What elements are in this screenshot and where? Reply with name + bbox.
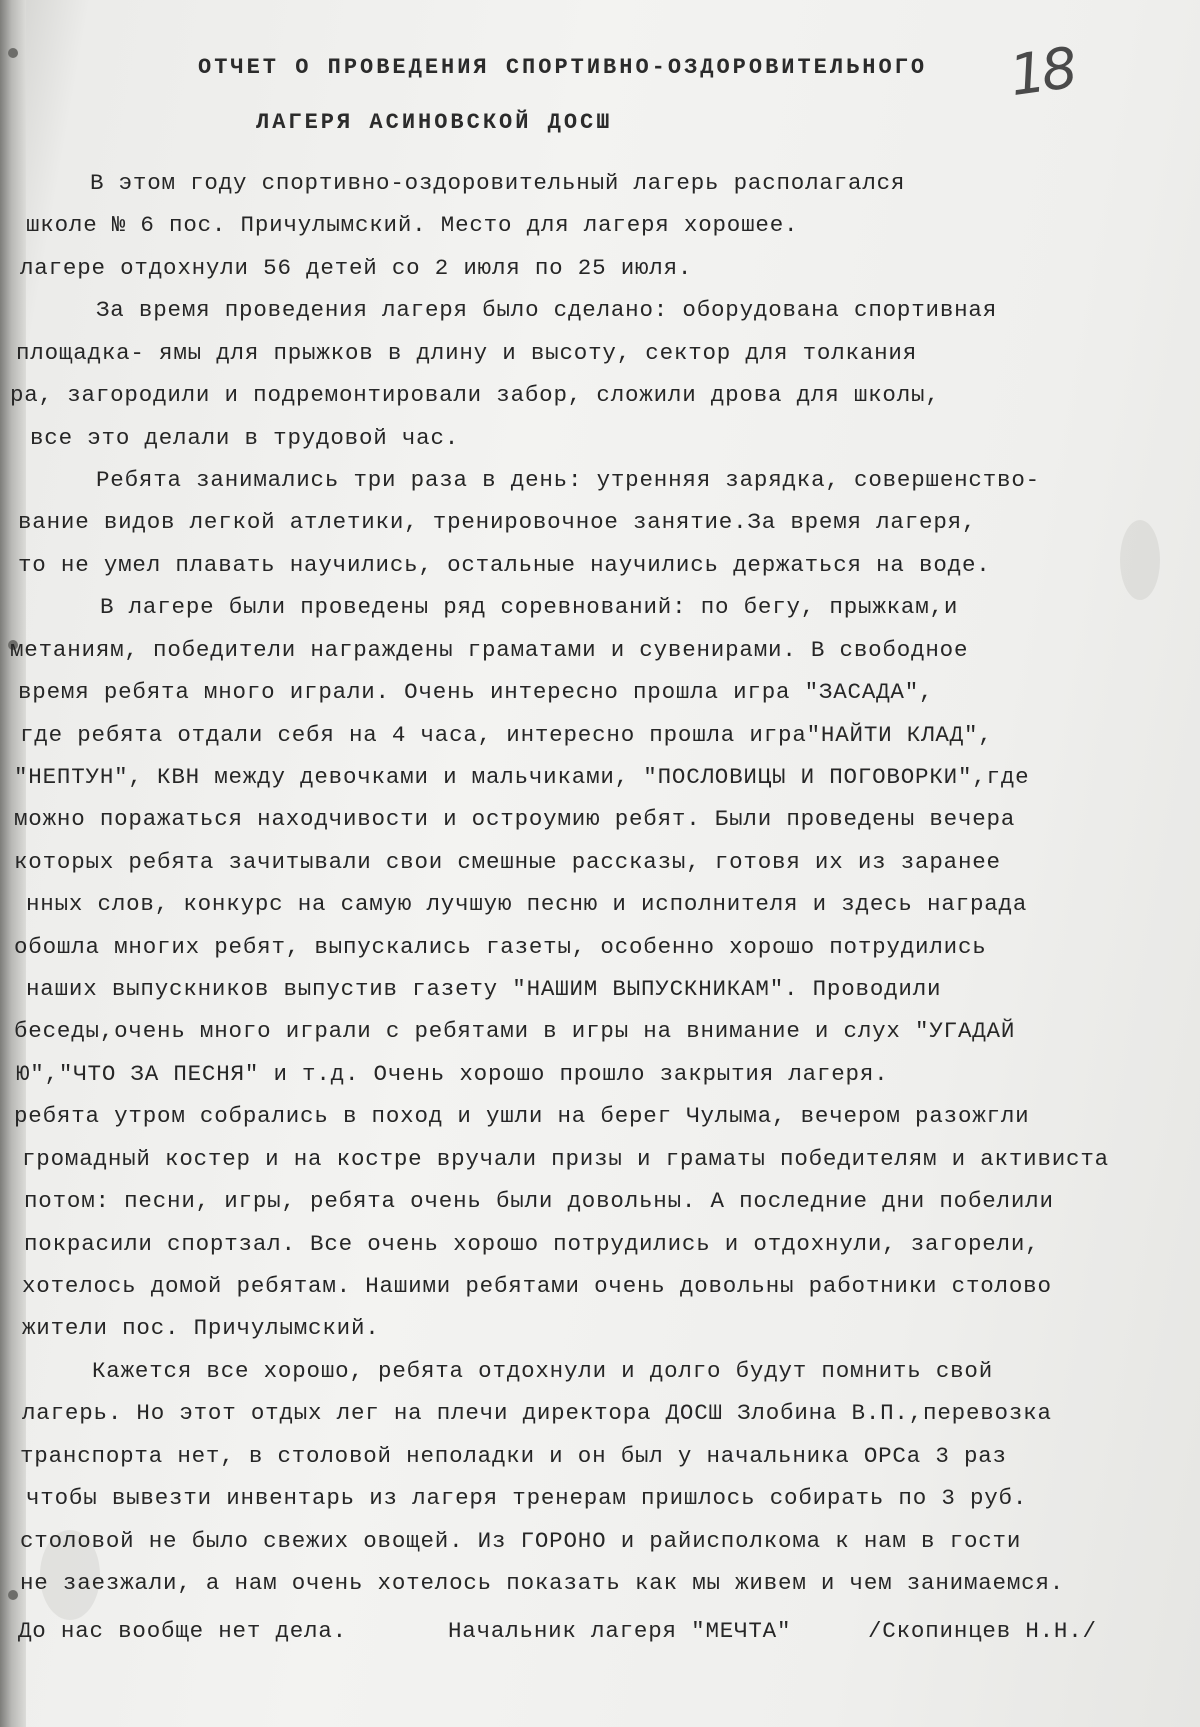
handwritten-page-number: 18	[1005, 35, 1078, 110]
body-line: покрасили спортзал. Все очень хорошо потрудились и отдохнули, загорели,	[24, 1231, 1040, 1257]
body-line: потом: песни, игры, ребята очень были довольны. А последние дни побелили	[24, 1188, 1054, 1214]
body-line: чтобы вывезти инвентарь из лагеря тренерам пришлось собирать по 3 руб.	[26, 1485, 1028, 1511]
body-line: вание видов легкой атлетики, тренировочное занятие.За время лагеря,	[18, 509, 977, 535]
body-line: площадка- ямы для прыжков в длину и высоту, сектор для толкания	[16, 340, 918, 366]
body-line: лагере отдохнули 56 детей со 2 июля по 25 июля.	[20, 255, 693, 281]
body-line: столовой не было свежих овощей. Из ГОРОНО и райисполкома к нам в гости	[20, 1528, 1022, 1554]
body-line: все это делали в трудовой час.	[30, 425, 460, 451]
body-line: За время проведения лагеря было сделано: оборудована спортивная	[96, 297, 998, 323]
body-line: можно поражаться находчивости и остроумию ребят. Были проведены вечера	[14, 806, 1016, 832]
body-line: которых ребята зачитывали свои смешные рассказы, готовя их из заранее	[14, 849, 1001, 875]
signatory-position: Начальник лагеря "МЕЧТА"	[448, 1618, 792, 1644]
body-line: не заезжали, а нам очень хотелось показать как мы живем и чем занимаемся.	[20, 1570, 1065, 1596]
body-line: лагерь. Но этот отдых лег на плечи директора ДОСШ Злобина В.П.,перевозка	[22, 1400, 1052, 1426]
body-line: время ребята много играли. Очень интересно прошла игра "ЗАСАДА",	[18, 679, 934, 705]
body-line: Кажется все хорошо, ребята отдохнули и долго будут помнить свой	[92, 1358, 994, 1384]
body-line: "НЕПТУН", КВН между девочками и мальчиками, "ПОСЛОВИЦЫ И ПОГОВОРКИ",где	[14, 764, 1030, 790]
body-line: хотелось домой ребятам. Нашими ребятами очень довольны работники столово	[22, 1273, 1052, 1299]
body-line: ра, загородили и подремонтировали забор, сложили дрова для школы,	[10, 382, 940, 408]
body-line: нных слов, конкурс на самую лучшую песню и исполнителя и здесь награда	[26, 891, 1028, 917]
closing-remark: До нас вообще нет дела.	[18, 1618, 347, 1644]
body-line: Ю","ЧТО ЗА ПЕСНЯ" и т.д. Очень хорошо прошло закрытия лагеря.	[16, 1061, 889, 1087]
body-line: школе № 6 пос. Причулымский. Место для лагеря хорошее.	[26, 212, 799, 238]
body-line: беседы,очень много играли с ребятами в игры на внимание и слух "УГАДАЙ	[14, 1018, 1016, 1044]
body-line: громадный костер и на костре вручали призы и граматы победителям и активиста	[22, 1146, 1109, 1172]
body-line: Ребята занимались три раза в день: утренняя зарядка, совершенство-	[96, 467, 1040, 493]
body-line: жители пос. Причулымский.	[22, 1315, 380, 1341]
body-line: ребята утром собрались в поход и ушли на берег Чулыма, вечером разожгли	[14, 1103, 1030, 1129]
body-line: В лагере были проведены ряд соревнований: по бегу, прыжкам,и	[100, 594, 959, 620]
body-line: В этом году спортивно-оздоровительный лагерь располагался	[90, 170, 906, 196]
body-line: транспорта нет, в столовой неполадки и он был у начальника ОРСа 3 раз	[20, 1443, 1007, 1469]
document-title-line-2: ЛАГЕРЯ АСИНОВСКОЙ ДОСШ	[256, 110, 613, 135]
body-line: то не умел плавать научились, остальные научились держаться на воде.	[18, 552, 991, 578]
body-line: обошла многих ребят, выпускались газеты, особенно хорошо потрудились	[14, 934, 987, 960]
body-line: метаниям, победители награждены граматами и сувенирами. В свободное	[10, 637, 969, 663]
body-line: где ребята отдали себя на 4 часа, интересно прошла игра"НАЙТИ КЛАД",	[20, 722, 993, 748]
document-title-line-1: ОТЧЕТ О ПРОВЕДЕНИЯ СПОРТИВНО-ОЗДОРОВИТЕЛЬНОГО	[198, 55, 928, 80]
body-line: наших выпускников выпустив газету "НАШИМ ВЫПУСКНИКАМ". Проводили	[26, 976, 942, 1002]
signature: /Скопинцев Н.Н./	[868, 1618, 1097, 1644]
